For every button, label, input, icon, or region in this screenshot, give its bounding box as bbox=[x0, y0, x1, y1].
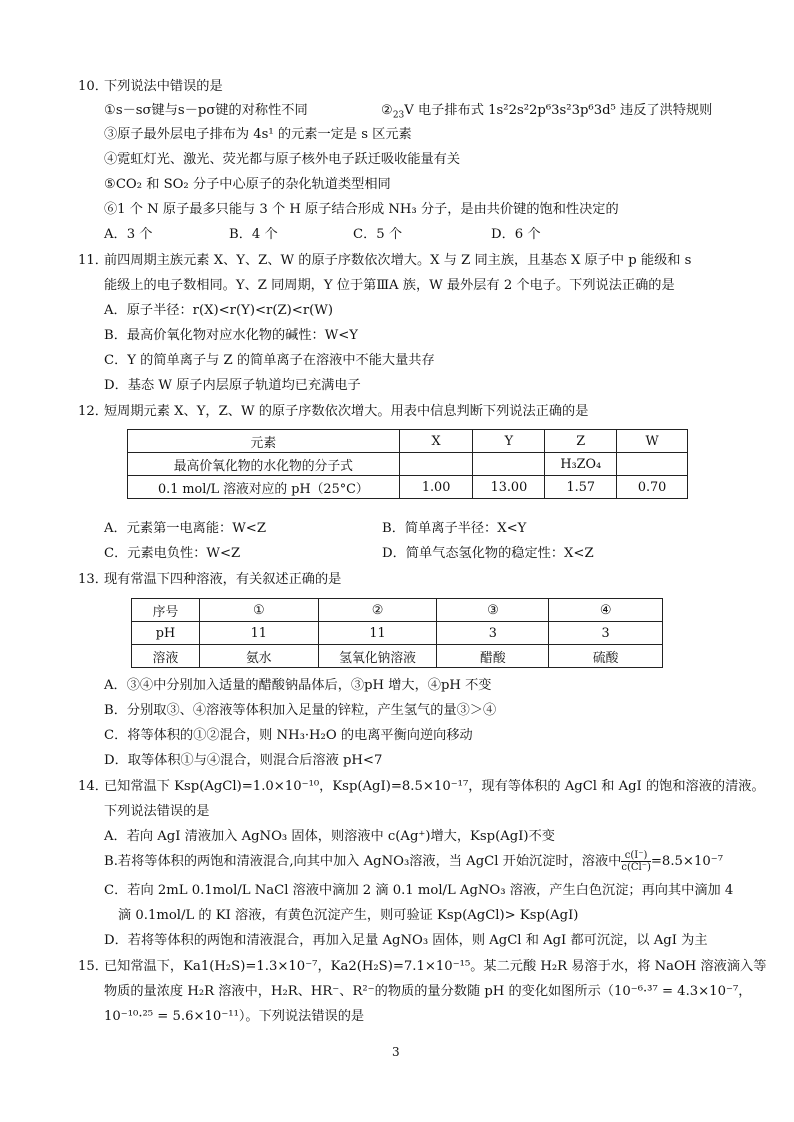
table-cell: 氢氧化钠溶液 bbox=[318, 645, 437, 668]
q12-option-a: A．元素第一电离能：W<Z bbox=[104, 521, 266, 536]
q14-number: 14． bbox=[78, 779, 108, 794]
fraction-numerator: c(I⁻) bbox=[621, 850, 651, 862]
q10-statement-1: ①s－sσ键与s－pσ键的对称性不同 bbox=[104, 103, 308, 118]
q11-number: 11． bbox=[78, 253, 108, 268]
q11-option-b: B．最高价氧化物对应水化物的碱性：W<Y bbox=[104, 328, 358, 343]
q10-stem-text: 下列说法中错误的是 bbox=[104, 79, 223, 94]
q14-stem-line-1: 14．已知常温下 Ksp(AgCl)=1.0×10⁻¹⁰，Ksp(AgI)=8.5×10⁻¹⁷，现有等体积的 AgCl 和 AgI 的饱和溶液的清液。 bbox=[78, 779, 765, 794]
q11-option-a: A．原子半径：r(X)<r(Y)<r(Z)<r(W) bbox=[104, 303, 333, 318]
table-cell: ① bbox=[199, 599, 318, 622]
q10-option-a: A．3 个 bbox=[104, 227, 153, 242]
q10-stem bbox=[78, 78, 223, 96]
table-cell: 醋酸 bbox=[437, 645, 549, 668]
q14-option-b bbox=[104, 848, 723, 876]
table-cell: Z bbox=[545, 430, 617, 453]
q13-table bbox=[131, 598, 663, 668]
q15-stem-line-1: 15．已知常温下，Ka1(H₂S)=1.3×10⁻⁷，Ka2(H₂S)=7.1×10⁻¹⁵。某二元酸 H₂R 易溶于水，将 NaOH 溶液滴入等 bbox=[78, 959, 767, 974]
page-number: 3 bbox=[392, 1045, 400, 1059]
q12-table bbox=[127, 429, 688, 499]
q12-option-b: B．简单离子半径：X<Y bbox=[382, 521, 527, 536]
q14-option-c-line-2: 滴 0.1mol/L 的 KI 溶液，有黄色沉淀产生，则可验证 Ksp(AgCl)> Ksp(AgI) bbox=[118, 908, 579, 923]
q13-stem: 13．现有常温下四种溶液，有关叙述正确的是 bbox=[78, 572, 342, 587]
q14-option-d: D．若将等体积的两饱和清液混合，再加入足量 AgNO₃ 固体，则 AgCl 和 AgI 都可沉淀，以 AgI 为主 bbox=[104, 933, 708, 948]
table-cell: 0.70 bbox=[617, 476, 688, 499]
q13-option-c: C．将等体积的①②混合，则 NH₃·H₂O 的电离平衡向逆向移动 bbox=[104, 728, 473, 743]
table-cell: W bbox=[617, 430, 688, 453]
q10-statement-5: ⑤CO₂ 和 SO₂ 分子中心原子的杂化轨道类型相同 bbox=[104, 177, 391, 192]
concentration-ratio-fraction bbox=[621, 850, 651, 873]
q15-number: 15． bbox=[78, 959, 108, 974]
q13-table-row bbox=[132, 599, 663, 622]
table-cell: 1.00 bbox=[399, 476, 473, 499]
q10-number: 10． bbox=[78, 79, 108, 94]
q13-option-b: B．分别取③、④溶液等体积加入足量的锌粒，产生氢气的量③＞④ bbox=[104, 703, 497, 718]
q10-statement-2: $②_{23}V$ 电子排布式 1s²2s²2p⁶3s²3p⁶3d⁵ 违反了洪特规则 bbox=[381, 103, 713, 121]
q11-stem-line-1: 11．前四周期主族元素 X、Y、Z、W 的原子序数依次增大。X 与 Z 同主族，且基态 X 原子中 p 能级和 s bbox=[78, 253, 692, 268]
q14-option-c-line-1: C．若向 2mL 0.1mol/L NaCl 溶液中滴加 2 滴 0.1 mol/L AgNO₃ 溶液，产生白色沉淀；再向其中滴加 4 bbox=[104, 883, 734, 898]
table-cell: 3 bbox=[437, 622, 549, 645]
table-cell: 13.00 bbox=[473, 476, 545, 499]
q10-option-c: C．5 个 bbox=[353, 227, 403, 242]
table-cell: 氨水 bbox=[199, 645, 318, 668]
table-cell: pH bbox=[132, 622, 200, 645]
table-cell bbox=[473, 453, 545, 476]
table-cell: 溶液 bbox=[132, 645, 200, 668]
q12-stem: 12．短周期元素 X、Y，Z、W 的原子序数依次增大。用表中信息判断下列说法正确的是 bbox=[78, 404, 589, 419]
table-cell: 最高价氧化物的水化物的分子式 bbox=[128, 453, 400, 476]
table-cell: 元素 bbox=[128, 430, 400, 453]
q13-option-a: A．③④中分别加入适量的醋酸钠晶体后，③pH 增大，④pH 不变 bbox=[104, 678, 492, 693]
q11-stem-line-2: 能级上的电子数相同。Y、Z 同周期，Y 位于第ⅢA 族，W 最外层有 2 个电子。下列说法正确的是 bbox=[104, 278, 675, 293]
q14-stem-line-2: 下列说法错误的是 bbox=[104, 804, 210, 819]
table-cell: 1.57 bbox=[545, 476, 617, 499]
table-cell: ② bbox=[318, 599, 437, 622]
table-cell: ④ bbox=[549, 599, 663, 622]
table-cell: 硫酸 bbox=[549, 645, 663, 668]
q10-option-b: B．4 个 bbox=[229, 227, 278, 242]
table-cell: 3 bbox=[549, 622, 663, 645]
table-cell: 序号 bbox=[132, 599, 200, 622]
q12-option-c: C．元素电负性：W<Z bbox=[104, 546, 241, 561]
q11-option-c: C．Y 的简单离子与 Z 的简单离子在溶液中不能大量共存 bbox=[104, 353, 435, 368]
q12-number: 12． bbox=[78, 404, 108, 419]
table-cell: H₃ZO₄ bbox=[545, 453, 617, 476]
table-cell: Y bbox=[473, 430, 545, 453]
q11-option-d: D．基态 W 原子内层原子轨道均已充满电子 bbox=[104, 378, 361, 393]
q12-option-d: D．简单气态氢化物的稳定性：X<Z bbox=[382, 546, 594, 561]
q10-statement-3: ③原子最外层电子排布为 4s¹ 的元素一定是 s 区元素 bbox=[104, 127, 412, 142]
q12-table-row bbox=[128, 476, 688, 499]
q13-table-row bbox=[132, 645, 663, 668]
q10-option-d: D．6 个 bbox=[491, 227, 541, 242]
q13-number: 13． bbox=[78, 572, 108, 587]
q14-option-a: A．若向 AgI 清液加入 AgNO₃ 固体，则溶液中 c(Ag⁺)增大，Ksp(AgI)不变 bbox=[104, 829, 555, 844]
table-cell bbox=[399, 453, 473, 476]
table-cell bbox=[617, 453, 688, 476]
q14-option-b-value: =8.5×10⁻⁷ bbox=[650, 854, 723, 869]
table-cell: X bbox=[399, 430, 473, 453]
q14-option-b-text: B.若将等体积的两饱和清液混合,向其中加入 AgNO₃溶液，当 AgCl 开始沉淀时，溶液中 bbox=[104, 854, 622, 869]
q13-option-d: D．取等体积①与④混合，则混合后溶液 pH<7 bbox=[104, 753, 383, 768]
q12-table-row bbox=[128, 430, 688, 453]
table-cell: 11 bbox=[318, 622, 437, 645]
q13-table-row bbox=[132, 622, 663, 645]
q15-stem-line-2: 物质的量浓度 H₂R 溶液中，H₂R、HR⁻、R²⁻的物质的量分数随 pH 的变化如图所示（10⁻⁶·³⁷ = 4.3×10⁻⁷， bbox=[104, 984, 752, 999]
q12-table-row bbox=[128, 453, 688, 476]
fraction-denominator: c(Cl⁻) bbox=[621, 862, 651, 873]
table-cell: 11 bbox=[199, 622, 318, 645]
table-cell: 0.1 mol/L 溶液对应的 pH（25°C） bbox=[128, 476, 400, 499]
table-cell: ③ bbox=[437, 599, 549, 622]
q15-stem-line-3: 10⁻¹⁰·²⁵ = 5.6×10⁻¹¹）。下列说法错误的是 bbox=[104, 1009, 365, 1024]
q10-statement-4: ④霓虹灯光、激光、荧光都与原子核外电子跃迁吸收能量有关 bbox=[104, 152, 461, 167]
q10-statement-6: ⑥1 个 N 原子最多只能与 3 个 H 原子结合形成 NH₃ 分子，是由共价键的饱和性决定的 bbox=[104, 202, 619, 217]
